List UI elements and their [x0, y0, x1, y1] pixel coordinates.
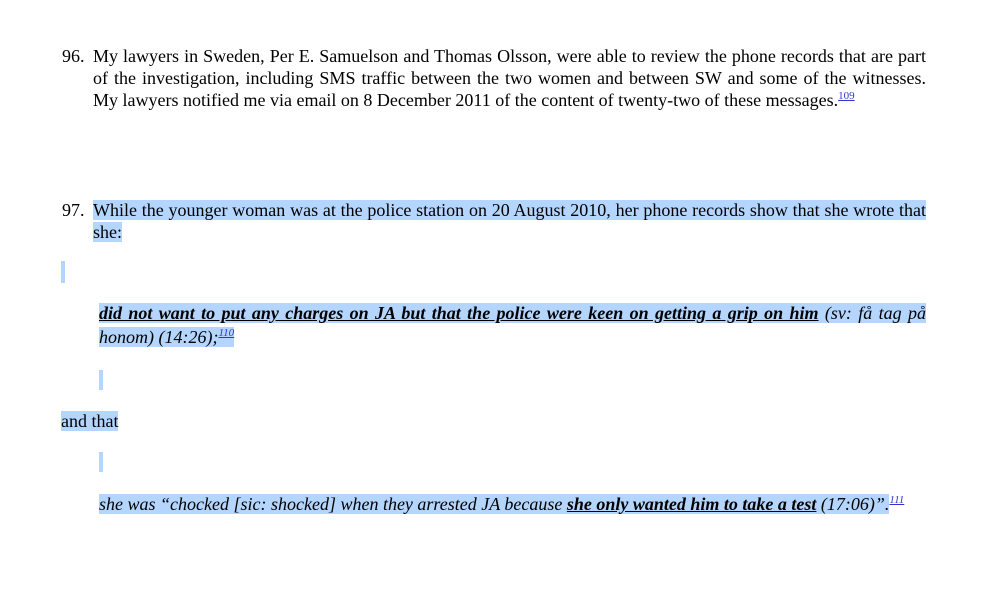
paragraph-text [93, 199, 926, 243]
quote-emphasis: did not want to put any charges on JA but that the police were keen on getting a grip on him [99, 303, 819, 323]
selection-caret [99, 452, 103, 472]
paragraph-text [93, 45, 926, 111]
footnote-link-109[interactable]: 109 [838, 90, 855, 102]
selection-caret [99, 370, 103, 390]
paragraph-number: 96. [62, 46, 85, 66]
paragraph-97-body: While the younger woman was at the police station on 20 August 2010, her phone records show that she wrote that she: [93, 200, 926, 242]
paragraph-96 [62, 45, 926, 111]
quote-lead: she was “chocked [sic: shocked] when they arrested JA because [99, 494, 567, 514]
paragraph-number: 97. [62, 200, 85, 220]
quote-emphasis: she only wanted him to take a test [566, 494, 817, 514]
connector-highlight: and that [61, 411, 119, 431]
footnote-link-110[interactable]: 110 [218, 327, 235, 339]
block-quote-1 [99, 301, 926, 349]
quote-rest: (sv: få tag på honom) (14:26); [99, 303, 927, 347]
quote-highlight [99, 494, 889, 514]
quote-rest: (17:06)”. [816, 494, 890, 514]
connector-text [61, 410, 118, 432]
footnote-link-111[interactable]: 111 [889, 494, 905, 506]
block-quote-2 [99, 492, 926, 516]
quote-highlight [99, 303, 926, 347]
paragraph-97 [62, 199, 926, 243]
selection-caret [61, 261, 65, 283]
paragraph-96-body: My lawyers in Sweden, Per E. Samuelson and Thomas Olsson, were able to review the phone records that are part of the investigation, including SMS traffic between the two women and between SW and some of the witnesses. My lawyers notified me via email on 8 December 2011 of the content of twenty-two of these messages. [93, 46, 926, 110]
